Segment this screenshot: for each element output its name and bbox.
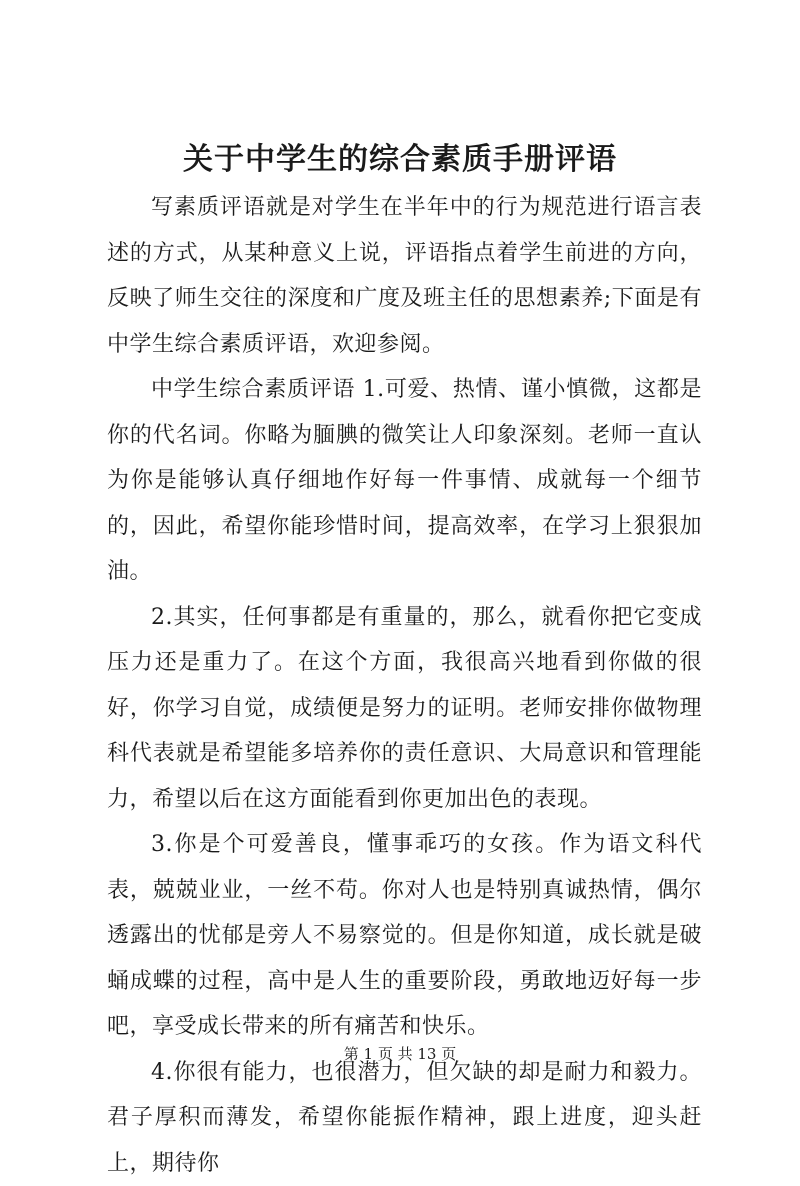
document-title: 关于中学生的综合素质手册评语 <box>0 140 800 180</box>
page-number-footer: 第 1 页 共 13 页 <box>0 1044 800 1064</box>
paragraph-comment-2: 2.其实，任何事都是有重量的，那么，就看你把它变成压力还是重力了。在这个方面，我很高兴地看到你做的很好，你学习自觉，成绩便是努力的证明。老师安排你做物理科代表就是希望能多培养你的责任意识、大局意识和管理能力，希望以后在这方面能看到你更加出色的表现。 <box>107 595 702 823</box>
document-body <box>107 185 702 1186</box>
paragraph-comment-4: 4.你很有能力，也很潜力，但欠缺的却是耐力和毅力。君子厚积而薄发，希望你能振作精神，跟上进度，迎头赶上，期待你 <box>107 1050 702 1186</box>
paragraph-comment-3: 3.你是个可爱善良，懂事乖巧的女孩。作为语文科代表，兢兢业业，一丝不苟。你对人也是特别真诚热情，偶尔透露出的忧郁是旁人不易察觉的。但是你知道，成长就是破蛹成蝶的过程，高中是人生的重要阶段，勇敢地迈好每一步吧，享受成长带来的所有痛苦和快乐。 <box>107 822 702 1050</box>
paragraph-intro: 写素质评语就是对学生在半年中的行为规范进行语言表述的方式，从某种意义上说，评语指点着学生前进的方向，反映了师生交往的深度和广度及班主任的思想素养;下面是有中学生综合素质评语，欢迎参阅。 <box>107 185 702 367</box>
paragraph-comment-1: 中学生综合素质评语 1.可爱、热情、谨小慎微，这都是你的代名词。你略为腼腆的微笑让人印象深刻。老师一直认为你是能够认真仔细地作好每一件事情、成就每一个细节的，因此，希望你能珍惜时间，提高效率，在学习上狠狠加油。 <box>107 367 702 595</box>
